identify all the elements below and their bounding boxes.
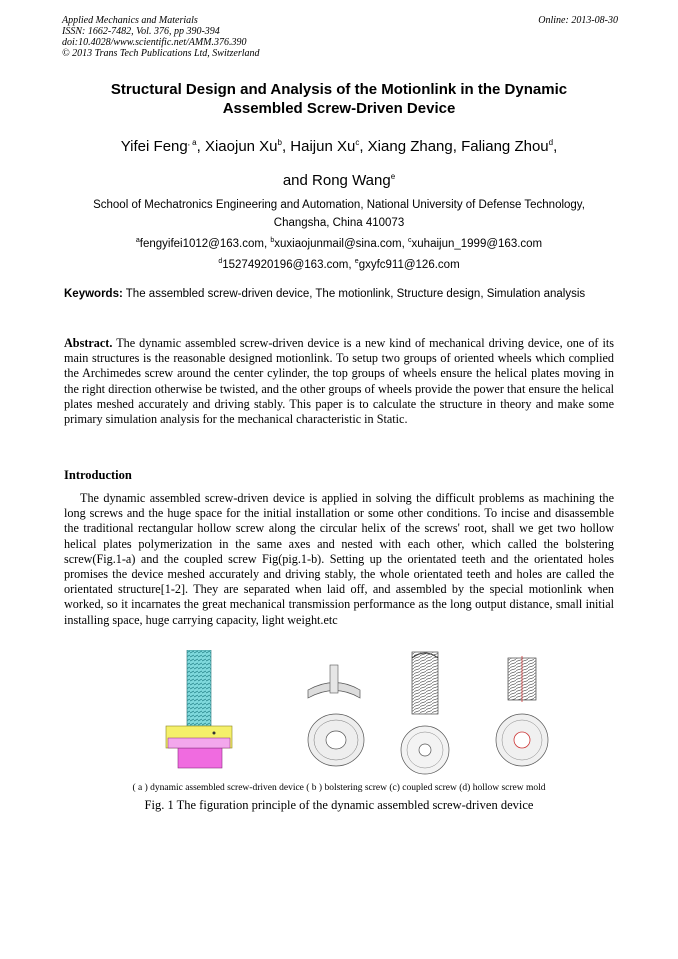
journal-copyright: © 2013 Trans Tech Publications Ltd, Switzerland [62, 48, 260, 59]
abstract-text: The dynamic assembled screw-driven device is a new kind of mechanical driving device, one of its main structures is the reasonable designed motionlink. To setup two groups of oriented wheels which complied the Archimedes screw around the center cylinder, the top groups of wheels ensure the helical plates moving in the right direction otherwise be twisted, and the other groups of wheels provide the power that ensure the helical plates meshed accurately and driving stably. This paper is to calculate the structure in theory and make some primary simulation analysis for the mechanical characteristic in Static. [64, 336, 614, 427]
affiliation-line-2: Changsha, China 410073 [273, 217, 405, 229]
abstract [64, 336, 614, 427]
email-line-1 [62, 232, 616, 253]
paper-title [62, 80, 616, 118]
author-name: , Xiang Zhang, Faliang Zhou [359, 138, 549, 155]
figure-1-caption: Fig. 1 The figuration principle of the dynamic assembled screw-driven device [144, 798, 534, 812]
journal-issn: ISSN: 1662-7482, Vol. 376, pp 390-394 [62, 26, 220, 37]
figure-d-hollow-screw-mold [496, 656, 548, 766]
figure-a-device [166, 650, 232, 768]
email-e: gxyfc911@126.com [358, 259, 460, 271]
journal-name: Applied Mechanics and Materials [62, 15, 198, 26]
email-mark: c [408, 237, 412, 244]
author-affil-mark: b [277, 138, 282, 147]
keywords [64, 287, 614, 302]
keywords-text: The assembled screw-driven device, The motionlink, Structure design, Simulation analysis [122, 288, 586, 300]
affiliation-line-1: School of Mechatronics Engineering and Automation, National University of Defense Technology, [93, 199, 585, 211]
email-mark: b [270, 237, 275, 244]
author-separator: , [553, 138, 558, 155]
author-affil-mark: c [355, 138, 360, 147]
email-mark: a [135, 237, 140, 244]
author-affil-mark: e [390, 172, 396, 181]
author-affil-mark: , a [187, 138, 197, 147]
figure-b-bolstering-screw [308, 665, 364, 766]
keywords-label: Keywords: [64, 288, 123, 300]
email-mark: e [354, 258, 359, 265]
abstract-label: Abstract. [64, 336, 113, 350]
journal-doi: doi:10.4028/www.scientific.net/AMM.376.390 [62, 37, 247, 48]
author-name: , Xiaojun Xu [196, 138, 278, 155]
email-a: fengyifei1012@163.com, [139, 238, 271, 250]
introduction-paragraph: The dynamic assembled screw-driven device is applied in solving the difficult problems as machining the long screws and the huge space for the initial installation or some other conditions. To incise and disassemble the traditional rectangular hollow screw along the circular helix of the screws' root, shall we get two hollow helical plates polymerization in the same axes and nested with each other, which called the bolstering screw(Fig.1-a) and the coupled screw Fig(pig.1-b). Setting up the orientated teeth and the orientated holes promises the device meshed accurately and driving stably, the whole orientated teeth and holes are called the orientated structure[1-2]. They are separated when laid off, and assembled by the special motionlink when worked, so it incarnates the great mechanical transmission performance as the long output distance, small initial installing space, huge carrying capacity, light weight.etc [64, 491, 614, 627]
author-name: and Rong Wang [282, 172, 391, 189]
email-mark: d [218, 258, 223, 265]
figure-1-subcaption: ( a ) dynamic assembled screw-driven device ( b ) bolstering screw (c) coupled screw (d) hollow screw mold [132, 783, 546, 793]
email-b: xuxiaojunmail@sina.com, [274, 238, 409, 250]
figure-1-illustrations [150, 650, 590, 780]
author-line-1 [62, 128, 616, 162]
figure-c-coupled-screw [401, 652, 449, 774]
author-line-2 [62, 162, 616, 196]
online-date: Online: 2013-08-30 [538, 15, 618, 26]
email-d: 15274920196@163.com, [222, 259, 355, 271]
journal-header [62, 15, 618, 59]
author-name: , Haijun Xu [281, 138, 356, 155]
email-line-2 [62, 253, 616, 274]
title-line-2: Assembled Screw-Driven Device [222, 100, 456, 117]
affiliation-block [62, 196, 616, 274]
title-line-1: Structural Design and Analysis of the Motionlink in the Dynamic [110, 81, 568, 98]
author-affil-mark: d [548, 138, 554, 147]
author-list [62, 128, 616, 196]
author-name: Yifei Feng [120, 138, 188, 155]
section-heading-introduction: Introduction [64, 468, 132, 482]
email-c: xuhaijun_1999@163.com [411, 238, 543, 250]
